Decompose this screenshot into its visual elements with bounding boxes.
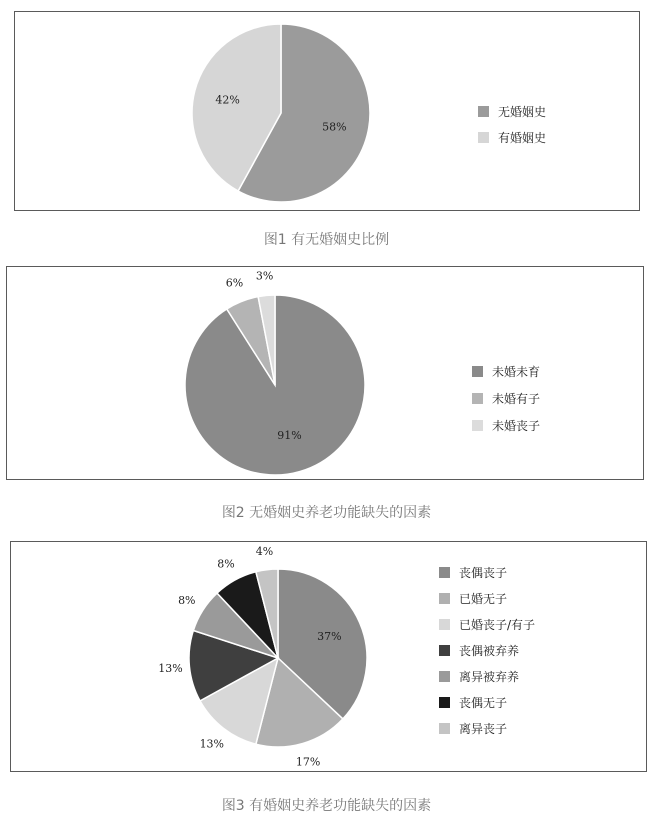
- legend-label: 丧偶丧子: [459, 566, 508, 580]
- chart-panel-2: [6, 266, 644, 480]
- pie-data-label: 17%: [295, 755, 321, 769]
- legend-label: 离异丧子: [459, 722, 508, 736]
- legend-swatch: [439, 697, 450, 708]
- legend-label: 离异被弃养: [459, 670, 520, 684]
- pie-data-label: 91%: [277, 428, 302, 442]
- legend-swatch: [439, 593, 450, 604]
- legend-label: 已婚丧子/有子: [459, 618, 536, 632]
- chart-panel-1: [14, 11, 640, 211]
- pie-chart-3: [11, 542, 648, 773]
- pie-data-label: 3%: [255, 269, 274, 283]
- pie-data-label: 42%: [215, 93, 240, 107]
- pie-chart-1: [15, 12, 641, 212]
- legend-swatch: [472, 420, 483, 431]
- legend-label: 有婚姻史: [498, 131, 547, 145]
- legend-swatch: [439, 645, 450, 656]
- legend-swatch: [439, 619, 450, 630]
- caption-2: 图2 无婚姻史养老功能缺失的因素: [221, 505, 432, 521]
- legend-swatch: [478, 132, 489, 143]
- legend-label: 未婚丧子: [492, 419, 541, 433]
- legend-swatch: [478, 106, 489, 117]
- pie-data-label: 13%: [199, 737, 225, 751]
- pie-chart-2: [7, 267, 645, 481]
- pie-data-label: 8%: [217, 557, 235, 571]
- legend-label: 已婚无子: [459, 592, 508, 606]
- legend-swatch: [472, 366, 483, 377]
- legend-label: 未婚未育: [492, 365, 541, 379]
- pie-data-label: 8%: [178, 594, 196, 608]
- legend-swatch: [439, 671, 450, 682]
- legend-swatch: [439, 567, 450, 578]
- pie-data-label: 13%: [158, 662, 183, 676]
- legend-label: 未婚有子: [492, 392, 541, 406]
- chart-panel-3: [10, 541, 647, 772]
- pie-data-label: 37%: [317, 629, 342, 643]
- legend-label: 丧偶被弃养: [459, 644, 520, 658]
- legend-swatch: [472, 393, 483, 404]
- pie-data-label: 58%: [322, 120, 347, 134]
- pie-data-label: 4%: [255, 544, 274, 558]
- legend-label: 无婚姻史: [498, 105, 547, 119]
- legend-swatch: [439, 723, 450, 734]
- caption-1: 图1 有无婚姻史比例: [263, 232, 390, 248]
- pie-data-label: 6%: [225, 276, 244, 290]
- caption-3: 图3 有婚姻史养老功能缺失的因素: [221, 798, 432, 814]
- legend-label: 丧偶无子: [459, 696, 508, 710]
